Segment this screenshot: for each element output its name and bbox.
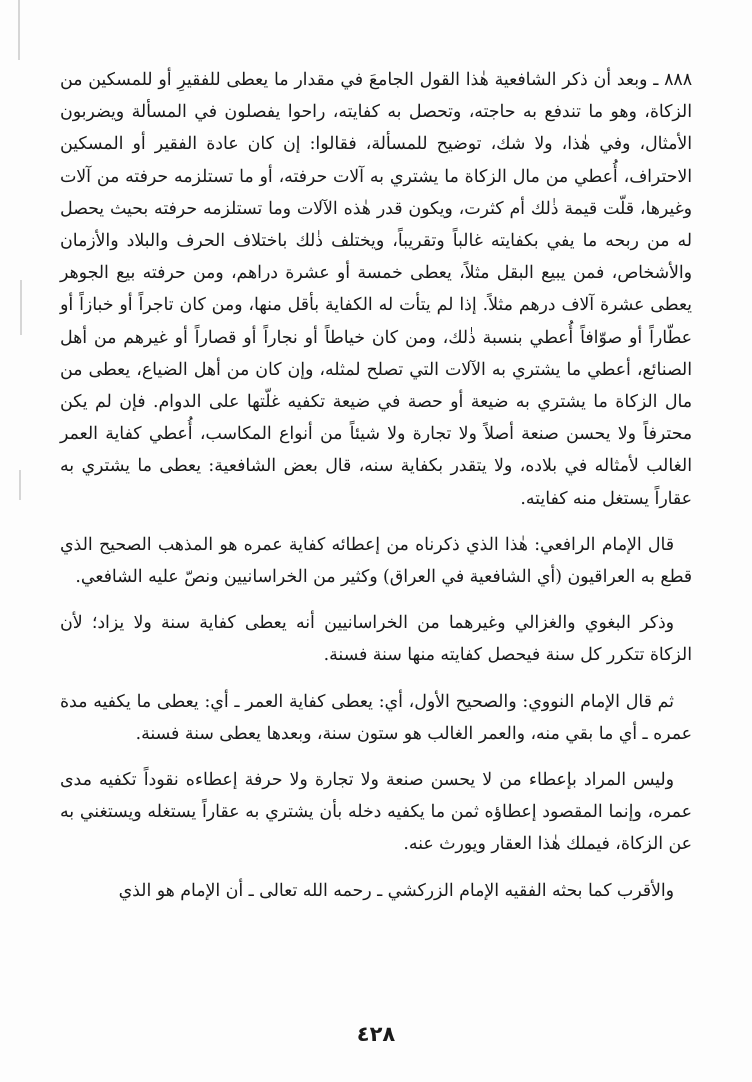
paragraph-rafii: قال الإمام الرافعي: هٰذا الذي ذكرناه من إعطائه كفاية عمره هو المذهب الصحيح الذي قطع به العراقيون (أي الشافعية في العراق) وكثير من الخراسانيين ونصّ عليه الشافعي. [60,534,692,588]
scan-edge-mark [20,280,22,335]
scan-edge-mark [19,470,21,500]
paragraph-nawawi: ثم قال الإمام النووي: والصحيح الأول، أي: يعطى كفاية العمر ـ أي: يعطى ما يكفيه مدة عمره ـ أي ما بقي منه، والعمر الغالب هو ستون سنة، وبعدها يعطى سنة فسنة. [60,691,692,744]
page-number: ٤٢٨ [356,1022,396,1046]
scan-edge-mark [18,0,20,60]
paragraph-baghawi: وذكر البغوي والغزالي وغيرهما من الخراسانيين أنه يعطى كفاية سنة ولا يزاد؛ لأن الزكاة تتكرر كل سنة فيحصل كفايته منها سنة فسنة. [60,613,692,666]
paragraph-meaning: وليس المراد بإعطاء من لا يحسن صنعة ولا تجارة ولا حرفة إعطاءه نقوداً تكفيه مدى عمره، وإنما المقصود إعطاؤه ثمن ما يكفيه دخله بأن يشتري به عقاراً يستغله ويستغني به عن الزكاة، فيملك هٰذا العقار ويورث عنه. [60,770,692,855]
paragraph-zarkashi: والأقرب كما بحثه الفقيه الإمام الزركشي ـ رحمه الله تعالى ـ أن الإمام هو الذي [118,880,674,901]
body-text [60,64,692,907]
paragraph-888: ٨٨٨ ـ وبعد أن ذكر الشافعية هٰذا القول الجامعَ في مقدار ما يعطى للفقيرِ أو للمسكين من الزكاة، وهو ما تندفع به حاجته، وتحصل به كفايته، راحوا يفصلون في المسألة ويضربون الأمثال، وفي هٰذا، ولا شك، توضيح للمسألة، فقالوا: إن كان عادة الفقير أو المسكين الاحتراف، أُعطي من مال الزكاة ما يشتري به آلات حرفته، أو ما تستلزمه حرفته من آلات وغيرها، قلّت قيمة ذٰلك أم كثرت، ويكون قدر هٰذه الآلات وما تستلزمه حرفته بحيث يحصل له من ربحه ما يفي بكفايته غالباً وتقريباً، ويختلف ذٰلك باختلاف الحرف والبلاد والأزمان والأشخاص، فمن يبيع البقل مثلاً، يعطى خمسة أو عشرة دراهم، ومن حرفته بيع الجوهر يعطى عشرة آلاف درهم مثلاً. إذا لم يتأت له الكفاية بأقل منها، ومن كان تاجراً أو خبازاً أو عطّاراً أو صوّافاً أُعطي بنسبة ذٰلك، ومن كان خياطاً أو نجاراً أو قصاراً أو غيرهم من أهل الصنائع، أعطي ما يشتري به الآلات التي تصلح لمثله، وإن كان من أهل الضياع، يعطى من مال الزكاة ما يشتري به ضيعة أو حصة في ضيعة تكفيه غلّتها على الدوام. فإن لم يكن محترفاً ولا يحسن صنعة أصلاً ولا تجارة ولا شيئاً من أنواع المكاسب، أُعطي كفاية العمر الغالب لأمثاله في بلاده، ولا يتقدر بكفاية سنه، قال بعض الشافعية: يعطى ما يشتري به عقاراً يستغل منه كفايته. [60,70,692,509]
